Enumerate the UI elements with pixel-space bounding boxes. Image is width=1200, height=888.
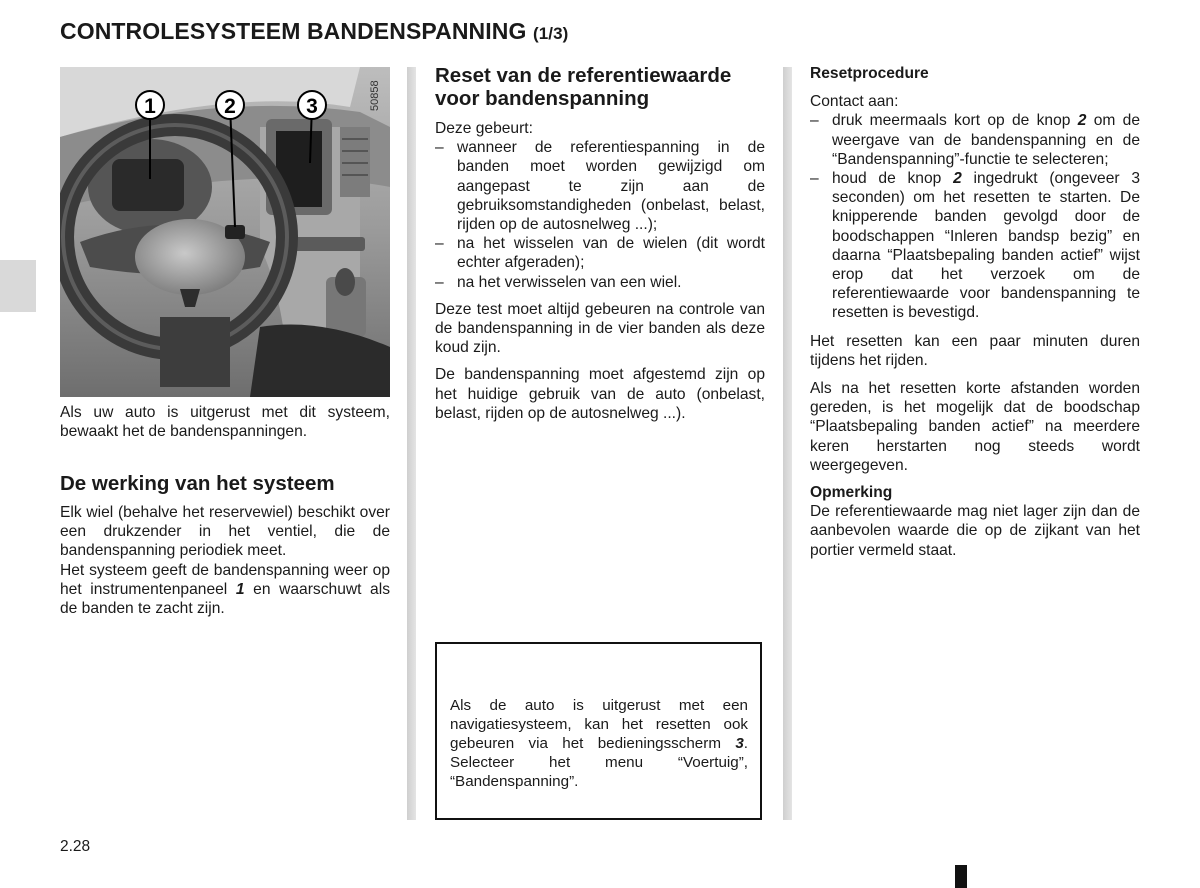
list-item: – houd de knop 2 ingedrukt (ongeveer 3 seconden) om het resetten te starten. De knipperende banden gevolgd door de boodschappen “Inleren bandsp bezig” en daarna “Plaatsbepaling banden actief” wijst erop dat het verzoek om de referentiewaarde voor bandenspanning te resetten is bevestigd. bbox=[810, 169, 1140, 323]
callout-2: 2 bbox=[224, 95, 236, 118]
column-divider-left bbox=[407, 67, 416, 820]
ref-2: 2 bbox=[953, 170, 962, 188]
ref-1: 1 bbox=[235, 580, 245, 598]
column-divider-right bbox=[783, 67, 792, 820]
list-item: – wanneer de referentiespanning in de banden moet worden gewijzigd om aangepast te zijn aan de gebruiksomstandigheden (onbelast, belast, rijden op de autosnelweg ...); bbox=[435, 138, 765, 234]
navigation-note-box bbox=[435, 642, 762, 820]
reset-text bbox=[435, 119, 765, 423]
list-item: – na het verwisselen van een wiel. bbox=[435, 273, 765, 292]
reset-procedure bbox=[810, 64, 1140, 560]
navigation-note-text: Als de auto is uitgerust met een navigatiesysteem, kan het resetten ook gebeuren via het bedieningsscherm 3. Selecteer het menu “Voertuig”, “Bandenspanning”. bbox=[450, 697, 748, 790]
ref-2: 2 bbox=[1077, 112, 1087, 130]
note-text: De referentiewaarde mag niet lager zijn dan de aanbevolen waarde die op de zijkant van het portier vermeld staat. bbox=[810, 503, 1140, 559]
dashboard-photo bbox=[60, 67, 390, 397]
photo-code: 50858 bbox=[369, 80, 381, 112]
section-heading-operation: De werking van het systeem bbox=[60, 472, 335, 495]
reset-procedure-intro: Contact aan: bbox=[810, 93, 899, 111]
dashboard-illustration bbox=[60, 67, 390, 397]
note-heading: Opmerking bbox=[810, 484, 893, 502]
chapter-tab bbox=[0, 260, 36, 312]
list-item: – na het wisselen van de wielen (dit wordt echter afgeraden); bbox=[435, 234, 765, 272]
reset-duration-para: Het resetten kan een paar minuten duren tijdens het rijden. bbox=[810, 332, 1140, 369]
callout-3: 3 bbox=[306, 95, 318, 118]
operation-para-1: Elk wiel (behalve het reservewiel) beschikt over een drukzender in het ventiel, die de bandenspanning periodiek meet. bbox=[60, 504, 390, 560]
page-part: (1/3) bbox=[532, 24, 569, 43]
callout-1: 1 bbox=[144, 95, 156, 118]
page-title bbox=[60, 18, 568, 45]
reset-list bbox=[435, 138, 765, 292]
page-number: 2.28 bbox=[60, 838, 91, 855]
operation-para-2: Het systeem geeft de bandenspanning weer op het instrumentenpaneel 1 en waarschuwt als de banden te zacht zijn. bbox=[60, 561, 390, 618]
operation-text bbox=[60, 503, 390, 618]
photo-caption: Als uw auto is uitgerust met dit systeem, bewaakt het de bandenspanningen. bbox=[60, 404, 390, 441]
list-item: – druk meermaals kort op de knop 2 om de weergave van de bandenspanning en de “Bandenspanning”-functie te selecteren; bbox=[810, 111, 1140, 169]
reset-procedure-list bbox=[810, 111, 1140, 322]
page-title-text: CONTROLESYSTEEM BANDENSPANNING bbox=[60, 18, 527, 44]
ref-3: 3 bbox=[735, 735, 744, 752]
reset-para-1: Deze test moet altijd gebeuren na controle van de bandenspanning in de vier banden als deze koud zijn. bbox=[435, 300, 765, 357]
reset-para-2: De bandenspanning moet afgestemd zijn op het huidige gebruik van de auto (onbelast, belast, rijden op de autosnelweg ...). bbox=[435, 366, 765, 422]
reset-intro: Deze gebeurt: bbox=[435, 120, 533, 137]
page-edge-mark bbox=[955, 865, 967, 888]
section-heading-reset: Reset van de referentiewaarde voor bandenspanning bbox=[435, 64, 732, 110]
reset-short-distance-para: Als na het resetten korte afstanden worden gereden, is het mogelijk dat de boodschap “Plaatsbepaling banden actief” na meerdere keren herstarten nog steeds wordt weergegeven. bbox=[810, 380, 1140, 474]
reset-procedure-heading: Resetprocedure bbox=[810, 65, 929, 82]
